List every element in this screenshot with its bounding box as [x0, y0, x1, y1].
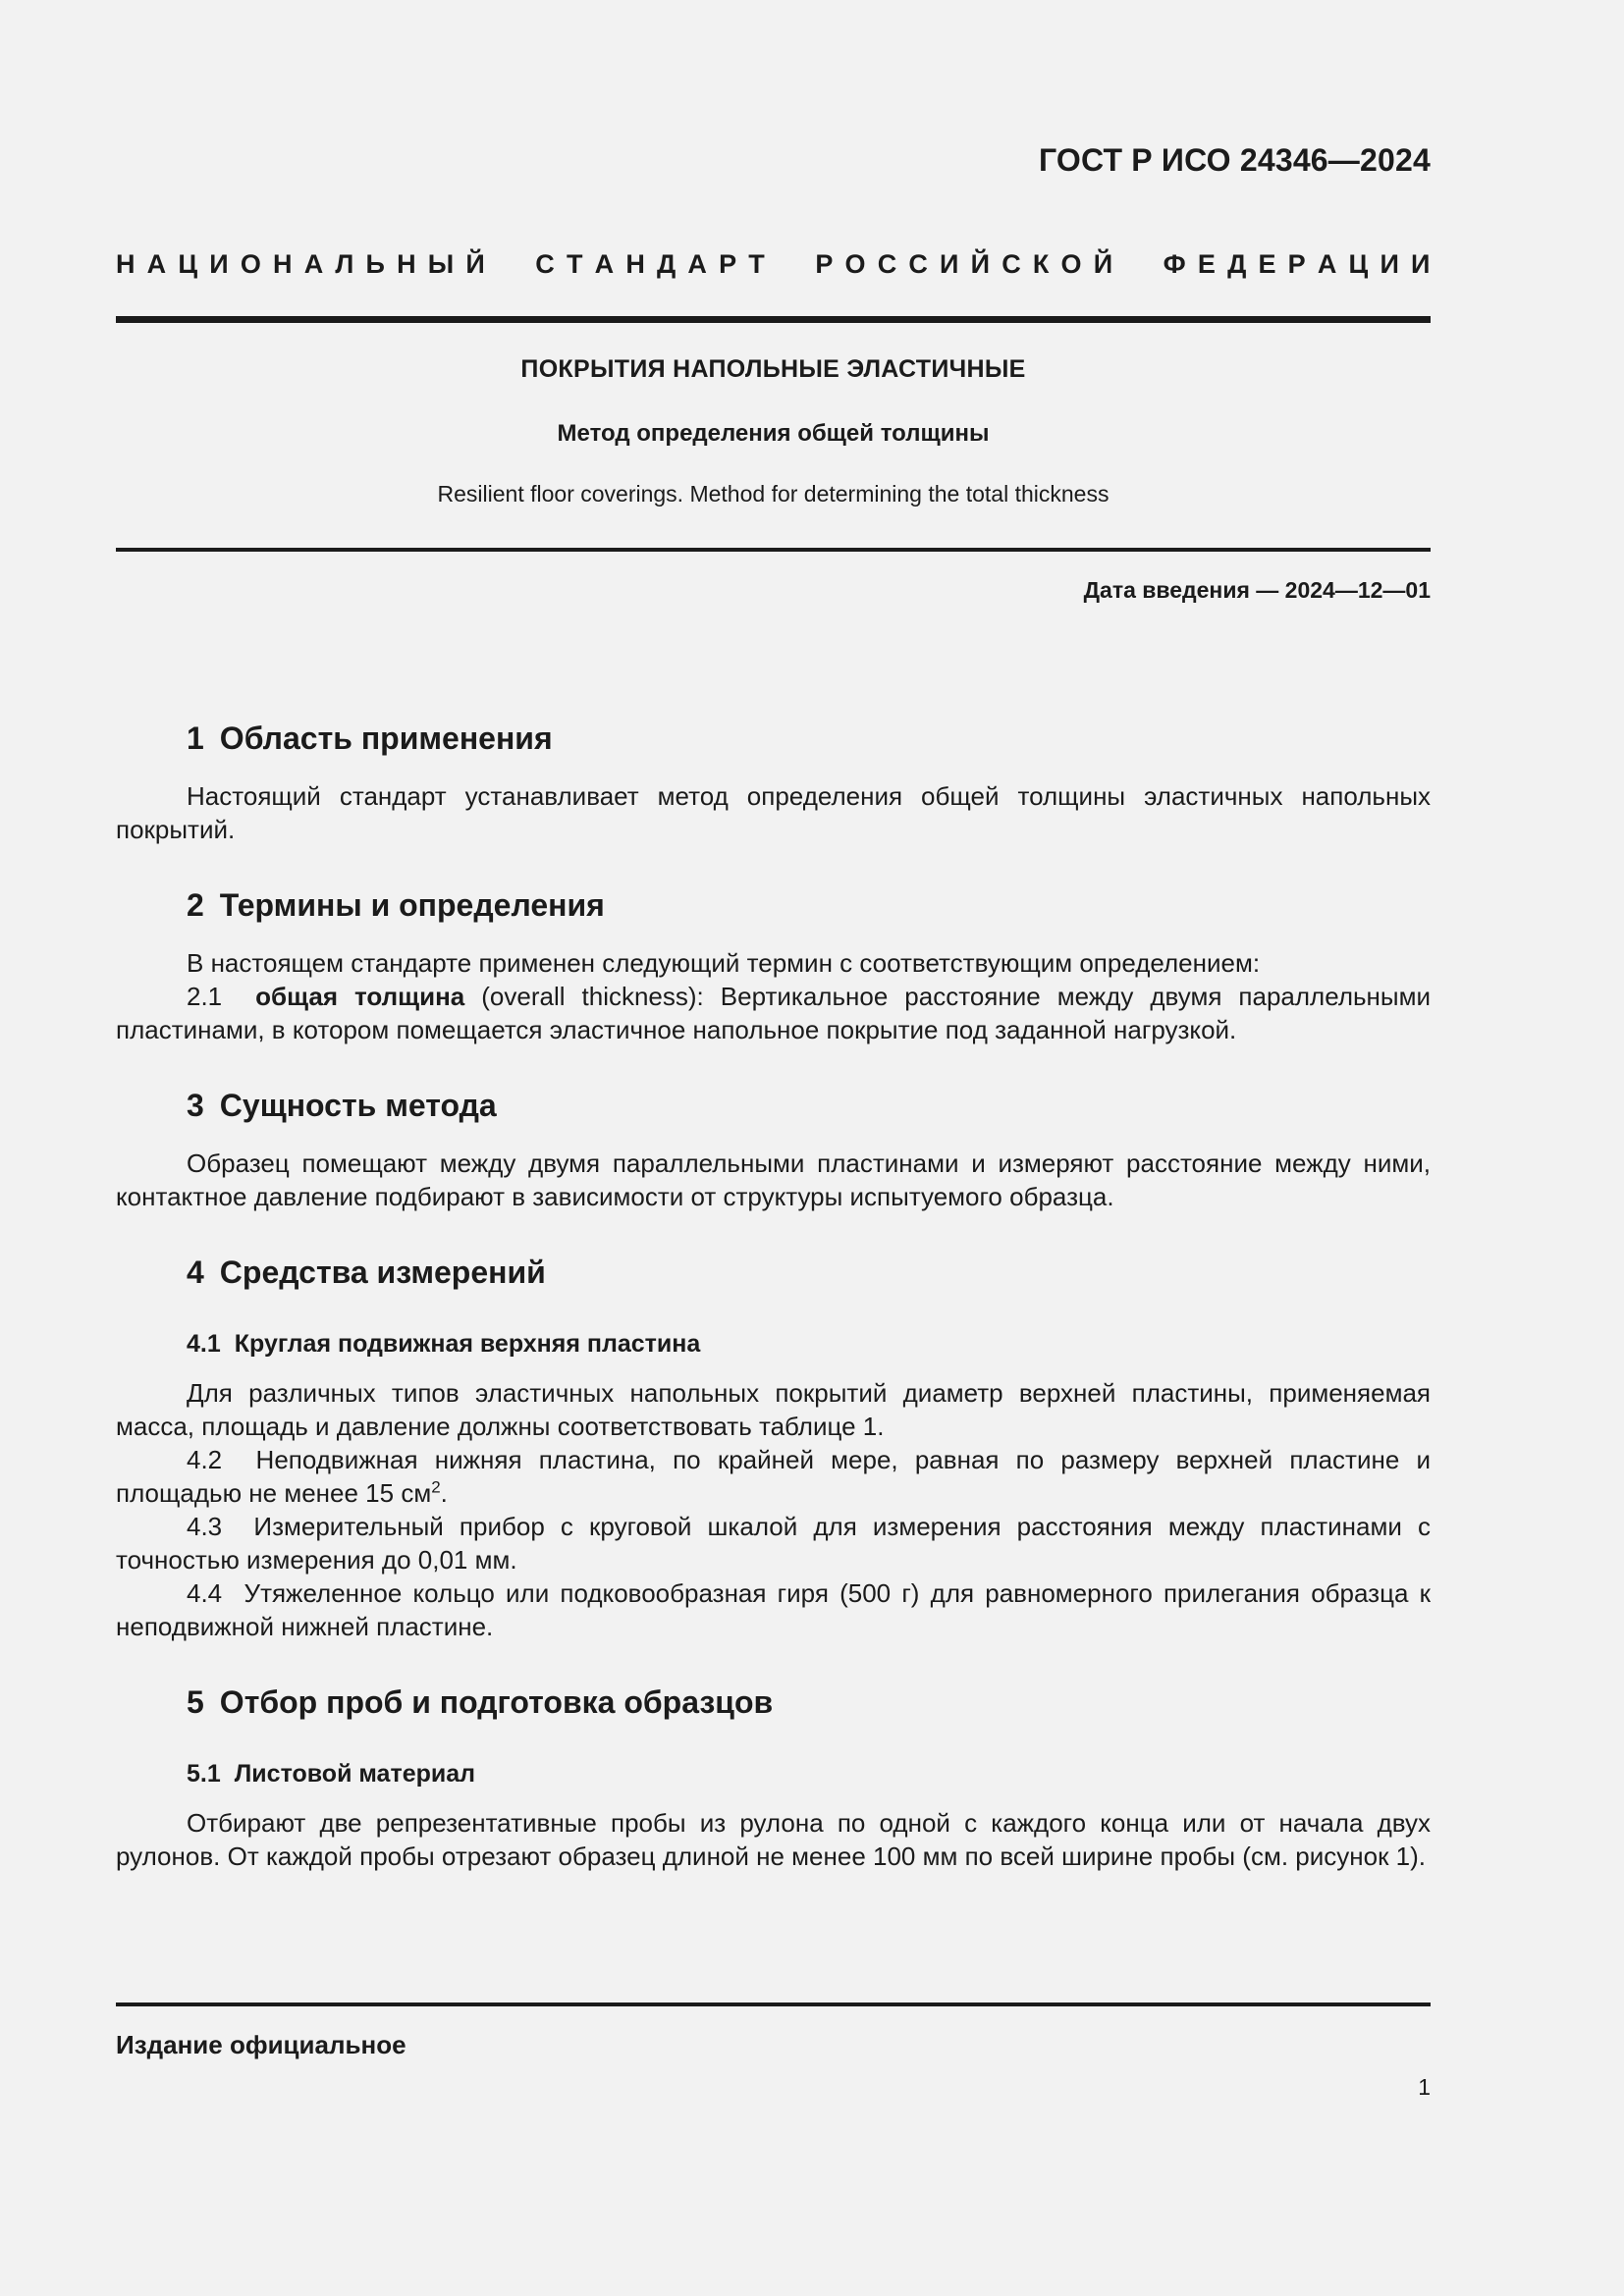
term-definition: 2.1 общая толщина (overall thickness): Вертикальное расстояние между двумя параллельными пластинами, в котором помещается эластичное напольное покрытие под заданной нагрузкой.: [116, 982, 1431, 1044]
subsection-heading: 4.1 Круглая подвижная верхняя пластина: [187, 1330, 701, 1358]
header-letter: Л: [335, 249, 354, 279]
section-heading: 5 Отбор проб и подготовка образцов: [187, 1684, 774, 1720]
header-letter: Ф: [1163, 249, 1186, 279]
header-word-gap: [1144, 249, 1152, 280]
header-letter: Н: [116, 249, 135, 279]
section-5: [116, 1681, 1431, 1873]
paragraph: 4.2 Неподвижная нижняя пластина, по крайней мере, равная по размеру верхней пластине и площадью не менее 15 $см^2$.: [116, 1445, 1431, 1508]
header-letter: Т: [748, 249, 765, 279]
header-letter: Д: [1227, 249, 1247, 279]
header-word-gap: [777, 249, 785, 280]
header-letter: Д: [656, 249, 677, 279]
footer-rule: [116, 2002, 1431, 2006]
paragraph: Настоящий стандарт устанавливает метод определения общей толщины эластичных напольных покрытий.: [116, 781, 1431, 844]
header-letter: А: [1317, 249, 1337, 279]
header-letter: С: [877, 249, 897, 279]
paragraph: 4.4 Утяжеленное кольцо или подковообразная гиря (500 г) для равномерного прилегания образца к неподвижной нижней пластине.: [116, 1578, 1432, 1641]
header-letter: Е: [1258, 249, 1276, 279]
header-letter: А: [303, 249, 324, 279]
header-word-gap: [1124, 249, 1132, 280]
header-letter: Е: [1197, 249, 1216, 279]
header-word-gap: [497, 249, 505, 280]
header-letter: О: [240, 249, 261, 279]
paragraph: Для различных типов эластичных напольных покрытий диаметр верхней пластины, применяемая масса, площадь и давление должны соответствовать таблице 1.: [116, 1378, 1431, 1441]
header-letter: Ы: [427, 249, 455, 279]
section-3: [116, 1084, 1431, 1213]
header-letter: И: [209, 249, 229, 279]
subsection-heading: 5.1 Листовой материал: [187, 1760, 476, 1788]
header-letter: С: [1001, 249, 1021, 279]
section-heading: 4 Средства измерений: [187, 1255, 546, 1290]
paragraph: Образец помещают между двумя параллельными пластинами и измеряют расстояние между ними, контактное давление подбирают в зависимости от структуры испытуемого образца.: [116, 1148, 1431, 1211]
header-letter: Р: [815, 249, 834, 279]
header-letter: Н: [273, 249, 293, 279]
header-letter: Ь: [365, 249, 385, 279]
header-letter: Й: [465, 249, 485, 279]
gost-code: ГОСТ Р ИСО 24346—2024: [1038, 142, 1431, 178]
header-letter: Й: [1093, 249, 1113, 279]
introduction-date: Дата введения — 2024—12—01: [1083, 577, 1431, 603]
section-heading: 2 Термины и определения: [187, 887, 605, 923]
header-letter: Р: [719, 249, 737, 279]
header-letter: А: [594, 249, 615, 279]
header-letter: А: [146, 249, 167, 279]
paragraph: В настоящем стандарте применен следующий термин с соответствующим определением:: [187, 948, 1261, 978]
header-letter: О: [1060, 249, 1082, 279]
paragraph: Отбирают две репрезентативные пробы из рулона по одной с каждого конца или от начала двух рулонов. От каждой пробы отрезают образец длиной не менее 100 мм по всей ширине пробы (см. рисунок 1).: [116, 1808, 1431, 1871]
document-english-title: Resilient floor coverings. Method for determining the total thickness: [437, 481, 1110, 507]
page-number: 1: [1418, 2074, 1431, 2100]
paragraph: 4.3 Измерительный прибор с круговой шкалой для измерения расстояния между пластинами с точностью измерения до 0,01 мм.: [116, 1512, 1432, 1575]
header-letter: Ц: [178, 249, 198, 279]
header-letter: Н: [397, 249, 416, 279]
header-letter: А: [687, 249, 707, 279]
official-edition-label: Издание официальное: [116, 2030, 406, 2059]
section-4: [116, 1251, 1431, 1643]
section-1: [116, 717, 1431, 846]
defined-term: общая толщина: [255, 982, 465, 1011]
header-letter: К: [1032, 249, 1050, 279]
title-rule: [116, 548, 1431, 552]
header-letter: И: [940, 249, 959, 279]
document-title: ПОКРЫТИЯ НАПОЛЬНЫЕ ЭЛАСТИЧНЫЕ: [520, 355, 1026, 383]
document-subtitle: Метод определения общей толщины: [557, 420, 990, 447]
header-letter: Ц: [1348, 249, 1369, 279]
national-standard-header: [116, 249, 1431, 280]
header-letter: С: [908, 249, 928, 279]
section-heading: 1 Область применения: [187, 721, 553, 756]
header-letter: И: [1380, 249, 1399, 279]
section-heading: 3 Сущность метода: [187, 1088, 497, 1123]
header-letter: О: [844, 249, 866, 279]
header-letter: С: [535, 249, 555, 279]
header-letter: И: [1411, 249, 1431, 279]
header-word-gap: [516, 249, 524, 280]
header-letter: Н: [625, 249, 645, 279]
header-thick-rule: [116, 316, 1431, 323]
header-word-gap: [796, 249, 804, 280]
header-letter: Т: [566, 249, 583, 279]
section-2: [116, 883, 1431, 1046]
document-body: [116, 717, 1431, 1910]
header-letter: Р: [1287, 249, 1306, 279]
header-letter: Й: [970, 249, 991, 279]
